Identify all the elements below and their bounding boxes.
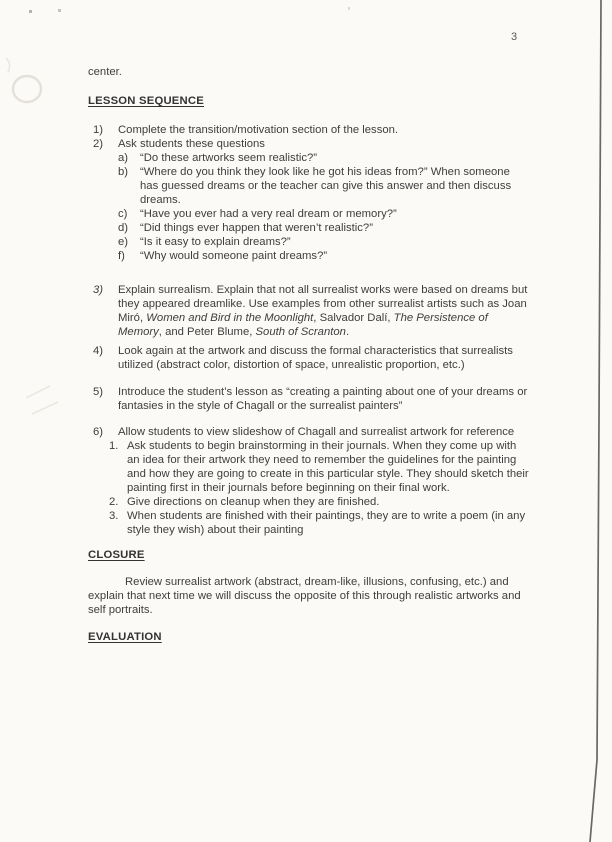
- sub-item-number: 3.: [109, 510, 119, 522]
- scan-speck: [29, 10, 32, 13]
- sub-item-text: Ask students to begin brainstorming in their journals. When they come up with an idea for their artwork they need to remember the guidelines for the painting and how they are going to create in this particular style. They should sketch their painting first in their journals before beginning on their final work.: [127, 440, 529, 494]
- page-content: [88, 65, 530, 644]
- page-number: 3: [511, 31, 518, 43]
- scan-edge-line: [590, 0, 601, 842]
- sub-item-number: f): [118, 250, 125, 262]
- text-run: Explain surrealism. Explain that not all surrealist works were based on dreams but they appeared dreamlike. Use examples from other surrealist artists such as Joan Miró,: [118, 284, 528, 324]
- sub-list-item: [118, 249, 530, 263]
- sub-list-item: [109, 509, 530, 537]
- procedure-sub-list: [109, 439, 530, 537]
- sub-item-text: When students are finished with their paintings, they are to write a poem (in any style they wish) about their painting: [127, 510, 526, 536]
- scan-smudge: [13, 76, 41, 102]
- list-item: [88, 385, 530, 413]
- sub-item-number: 1.: [109, 440, 119, 452]
- list-item-text: [118, 283, 530, 339]
- sub-item-text: “Have you ever had a very real dream or memory?”: [140, 208, 397, 220]
- heading-closure: CLOSURE: [88, 549, 145, 561]
- sub-item-text: “Did things ever happen that weren’t realistic?”: [140, 222, 373, 234]
- sub-item-text: “Where do you think they look like he got his ideas from?” When someone has guessed dreams or the teacher can give this answer and then discuss dreams.: [140, 166, 512, 206]
- sub-list-item: [118, 221, 530, 235]
- list-item: [88, 137, 530, 263]
- sub-item-text: “Do these artworks seem realistic?”: [140, 152, 318, 164]
- list-item: [88, 425, 530, 537]
- artwork-title: Women and Bird in the Moonlight: [146, 312, 314, 324]
- sub-list-item: [118, 165, 530, 207]
- sub-item-number: a): [118, 152, 129, 164]
- sub-item-number: 2.: [109, 496, 119, 508]
- lesson-sequence-list: [88, 123, 530, 537]
- sub-item-text: Give directions on cleanup when they are finished.: [127, 496, 380, 508]
- sub-item-number: c): [118, 208, 128, 220]
- sub-item-number: b): [118, 166, 129, 178]
- list-item: [88, 123, 530, 137]
- sub-item-number: d): [118, 222, 129, 234]
- list-item-number: 2): [93, 138, 104, 150]
- question-sub-list: [118, 151, 530, 263]
- scan-speck: [348, 7, 350, 10]
- closure-paragraph: Review surrealist artwork (abstract, dream-like, illusions, confusing, etc.) and explain that next time we will discuss the opposite of this through realistic artworks and self portraits.: [88, 576, 521, 616]
- sub-list-item: [118, 235, 530, 249]
- list-item-text: [118, 137, 530, 263]
- sub-item-number: e): [118, 236, 129, 248]
- artwork-title: The Persistence of Memory: [118, 312, 488, 338]
- list-item-number: 6): [93, 426, 104, 438]
- scan-scratch: [6, 58, 10, 72]
- list-item-number: 4): [93, 345, 104, 357]
- list-item: [88, 283, 530, 339]
- list-item-number: 3): [93, 284, 104, 296]
- text-run: , Salvador Dalí,: [313, 312, 394, 324]
- scan-speck: [58, 9, 61, 12]
- list-item-text: Introduce the student’s lesson as “creating a painting about one of your dreams or fantasies in the style of Chagall or the surrealist painters”: [118, 386, 528, 412]
- lead-text: center.: [88, 66, 122, 78]
- heading-evaluation: EVALUATION: [88, 631, 162, 643]
- sub-list-item: [109, 495, 530, 509]
- text-run: .: [345, 326, 350, 338]
- sub-list-item: [109, 439, 530, 495]
- list-item-text: Look again at the artwork and discuss the formal characteristics that surrealists utilized (abstract color, distortion of space, unrealistic proportion, etc.): [118, 345, 513, 371]
- list-item-number: 5): [93, 386, 104, 398]
- list-item-number: 1): [93, 124, 104, 136]
- scan-scratch: [26, 386, 58, 414]
- list-item-text: [109, 425, 530, 537]
- sub-item-text: “Is it easy to explain dreams?”: [140, 236, 291, 248]
- text-run: , and Peter Blume,: [158, 326, 256, 338]
- list-item-lead: Allow students to view slideshow of Chagall and surrealist artwork for reference: [118, 426, 515, 438]
- artwork-title: South of Scranton: [255, 326, 346, 338]
- sub-list-item: [118, 207, 530, 221]
- list-item-lead: Ask students these questions: [118, 138, 265, 150]
- sub-item-text: “Why would someone paint dreams?”: [140, 250, 328, 262]
- sub-list-item: [118, 151, 530, 165]
- heading-lesson-sequence: LESSON SEQUENCE: [88, 95, 204, 107]
- list-item-text: Complete the transition/motivation section of the lesson.: [118, 124, 399, 136]
- list-item: [88, 344, 530, 372]
